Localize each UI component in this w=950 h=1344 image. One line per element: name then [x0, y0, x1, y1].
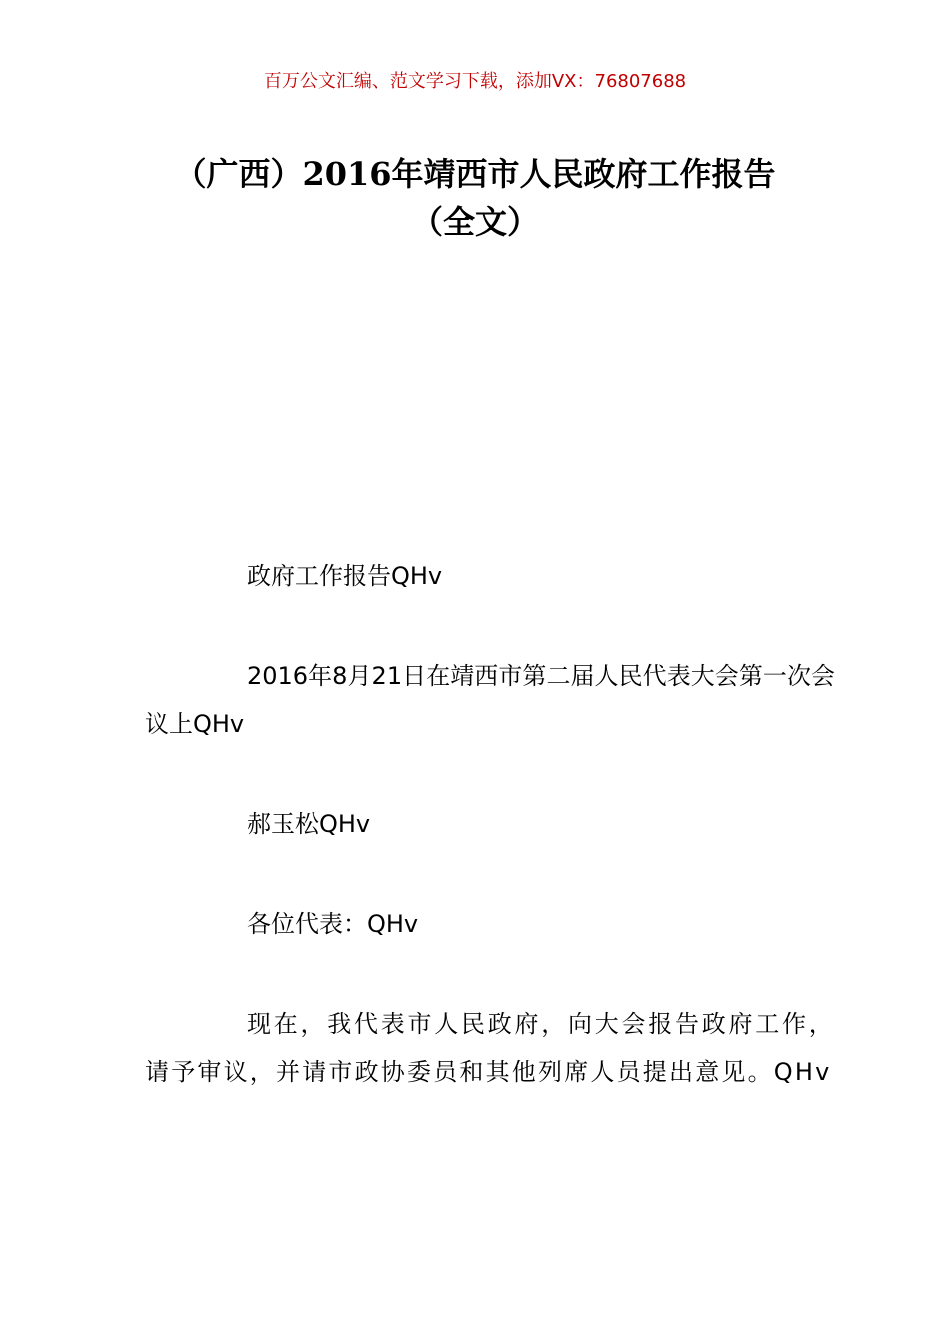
title-line-1: （广西）2016年靖西市人民政府工作报告 [174, 155, 776, 193]
paragraph-speaker: 郝玉松QHv [247, 810, 371, 838]
header-promo-note: 百万公文汇编、范文学习下载，添加VX：76807688 [263, 71, 687, 92]
paragraph-meeting-info: 2016年8月21日在靖西市第二届人民代表大会第一次会议上QHv [145, 662, 835, 738]
document-body [145, 552, 835, 1148]
paragraph-report-heading: 政府工作报告QHv [247, 562, 443, 590]
document-title [120, 150, 830, 246]
title-line-2: （全文） [410, 203, 539, 241]
paragraph-salutation: 各位代表：QHv [247, 910, 419, 938]
paragraph-opening: 现在，我代表市人民政府，向大会报告政府工作，请予审议，并请市政协委员和其他列席人员提出意见。QHv [145, 1010, 835, 1086]
